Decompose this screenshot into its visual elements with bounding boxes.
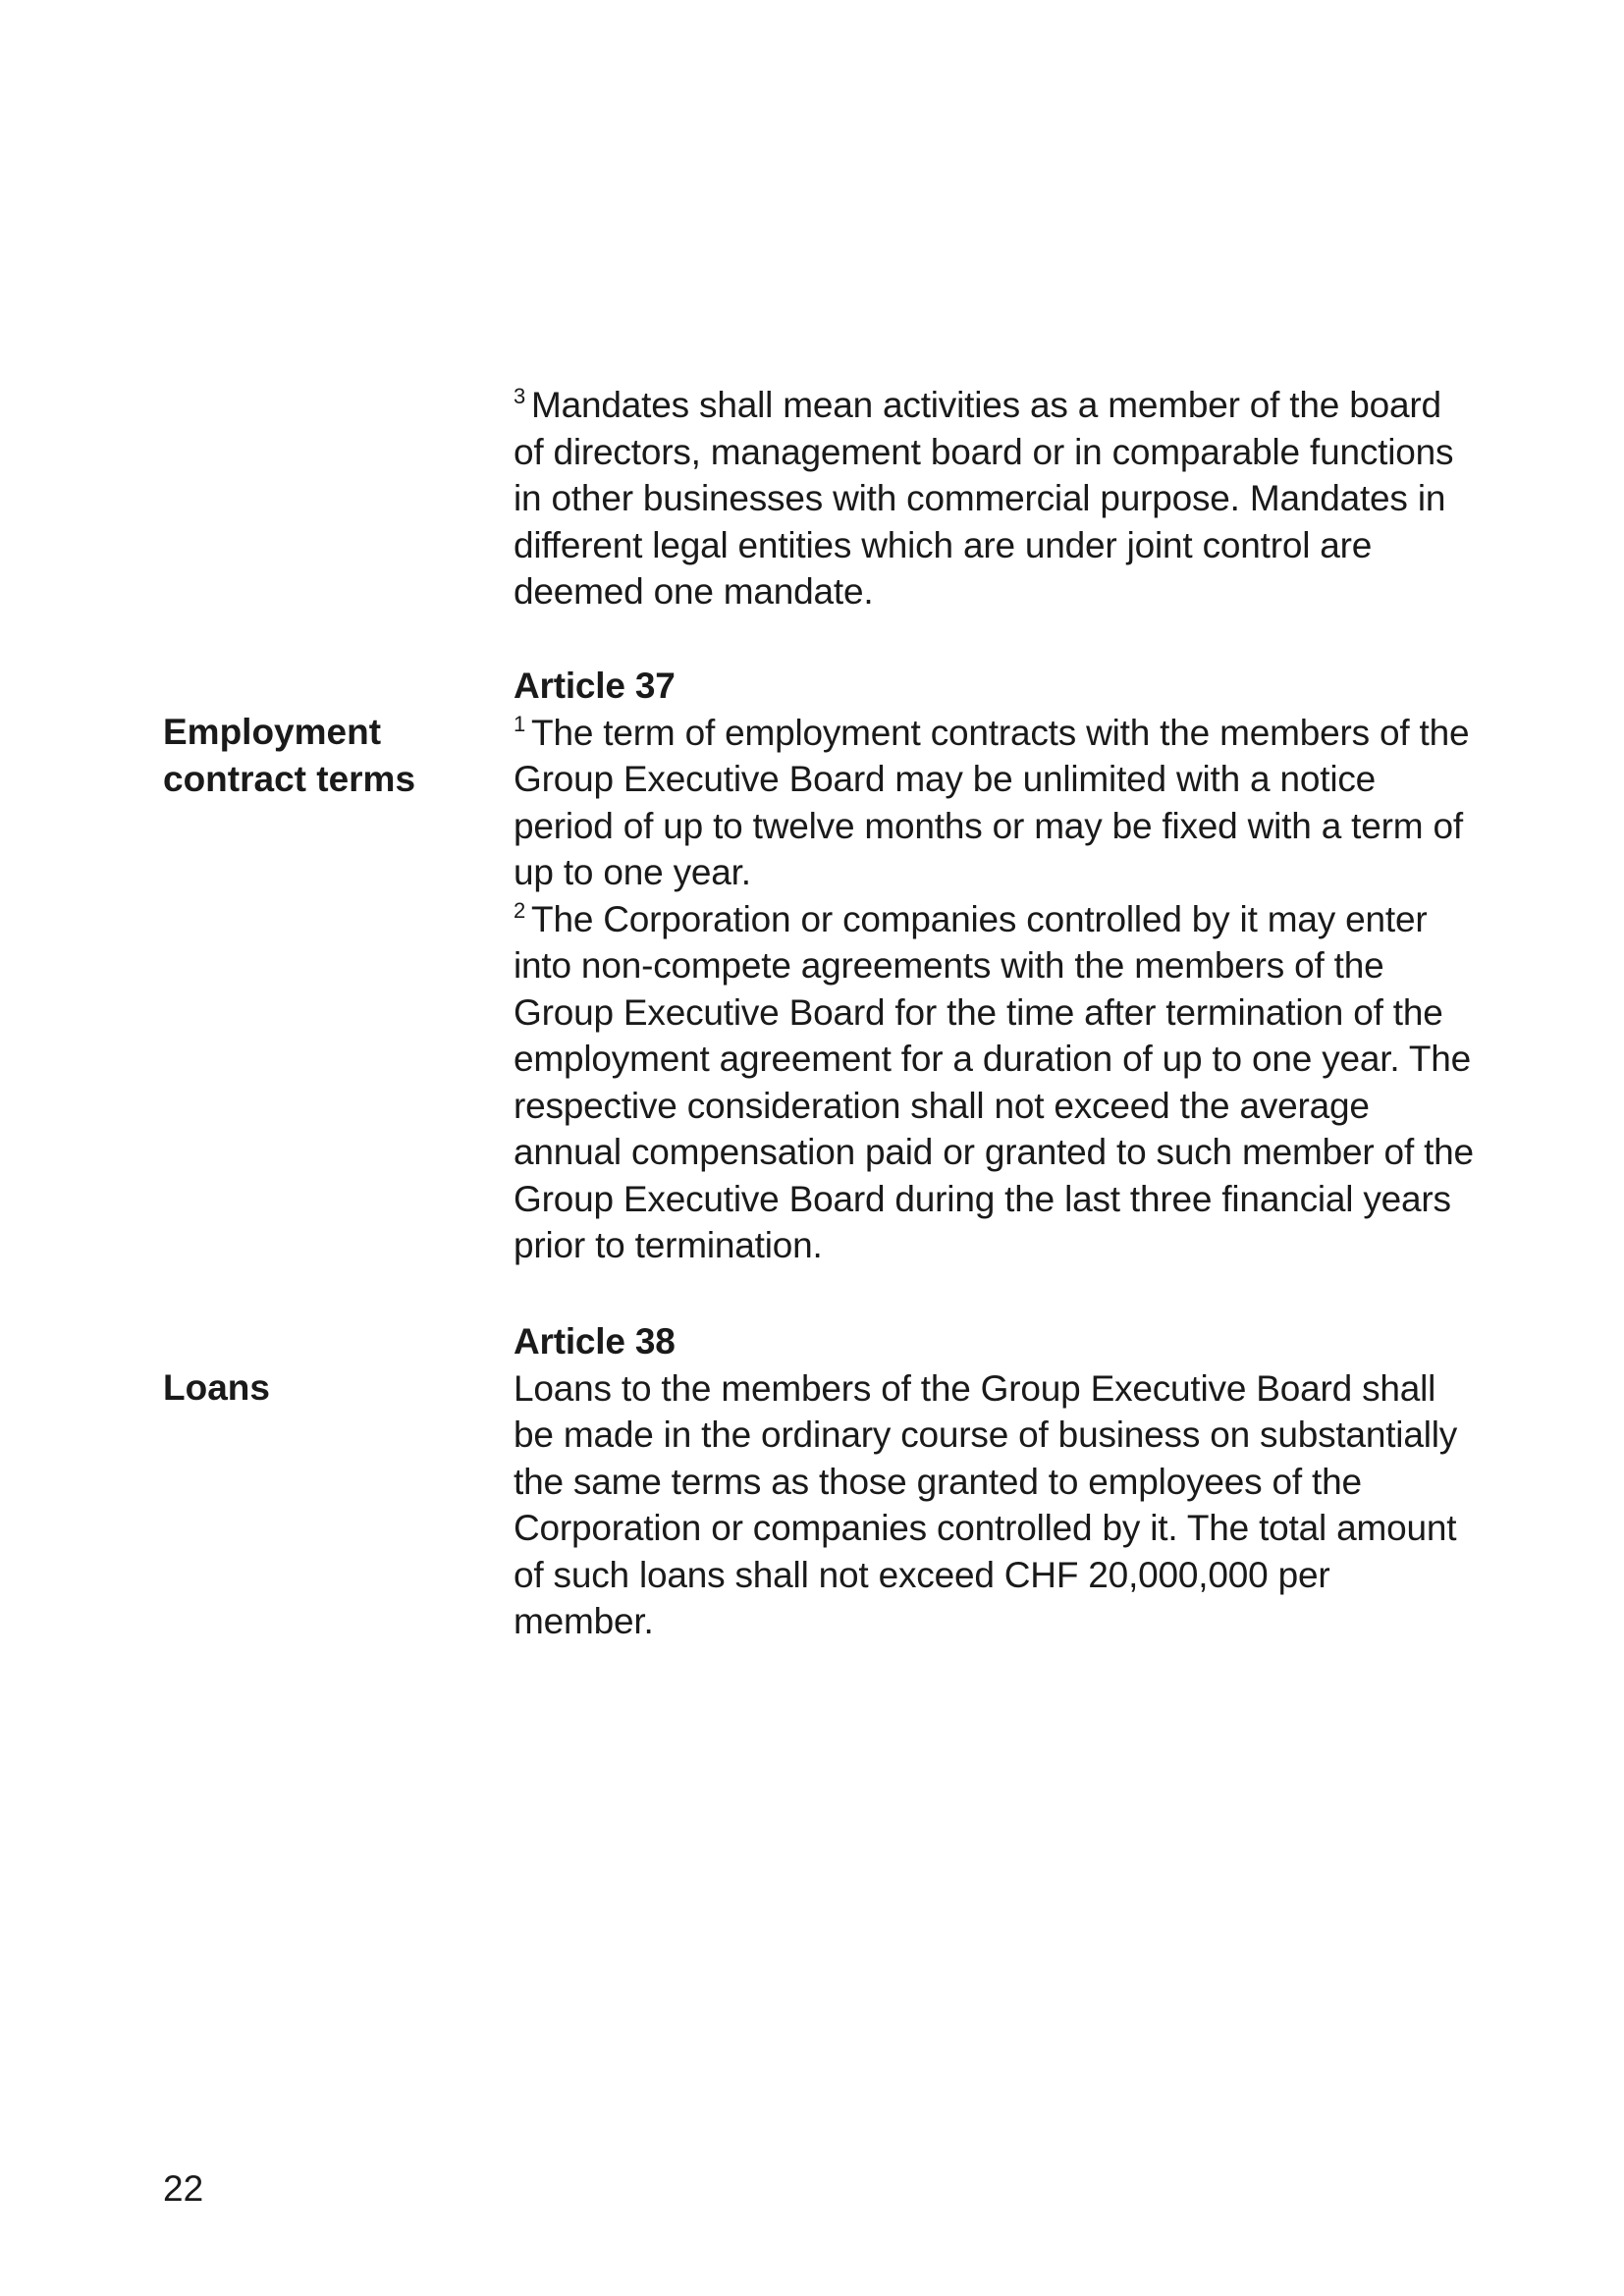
side-label-text: Loans [163, 1367, 270, 1408]
side-label-line: Employment [163, 712, 382, 752]
paragraph-text: Mandates shall mean activities as a member of the board of directors, management board or in comparable functions in other businesses with commercial purpose. Mandates in different legal entities which are under joint control are deemed one mandate. [514, 385, 1454, 612]
article-heading: Article 38 [514, 1321, 676, 1362]
paragraph-3 [514, 382, 1476, 615]
paragraph-1 [514, 710, 1476, 896]
paragraph-marker: 2 [514, 897, 526, 923]
paragraph-text: The Corporation or companies controlled by it may enter into non-compete agreements with the members of the Group Executive Board for the time after termination of the employment agreement for a duration of up to one year. The respective consideration shall not exceed the average annual compensation paid or granted to such member of the Group Executive Board during the last three financial years prior to termination. [514, 898, 1474, 1265]
paragraph-text: The term of employment contracts with the members of the Group Executive Board may be unlimited with a notice period of up to twelve months or may be fixed with a term of up to one year. [514, 712, 1470, 892]
paragraph-marker: 1 [514, 711, 526, 736]
side-label-line: contract terms [163, 758, 416, 799]
article-37 [514, 663, 1476, 1269]
paragraph-text: Loans to the members of the Group Executive Board shall be made in the ordinary course of business on substantially the same terms as those granted to employees of the Corporation or companies controlled by it. The total amount of such loans shall not exceed CHF 20,000,000 per member. [514, 1367, 1458, 1641]
page-number: 22 [163, 2168, 204, 2209]
side-label-employment-contract-terms [163, 709, 487, 802]
paragraph-2 [514, 896, 1476, 1269]
mandates-paragraph [514, 382, 1476, 615]
paragraph-marker: 3 [514, 384, 526, 408]
article-38 [514, 1318, 1476, 1645]
article-heading: Article 37 [514, 666, 676, 706]
side-label-loans [163, 1364, 487, 1412]
